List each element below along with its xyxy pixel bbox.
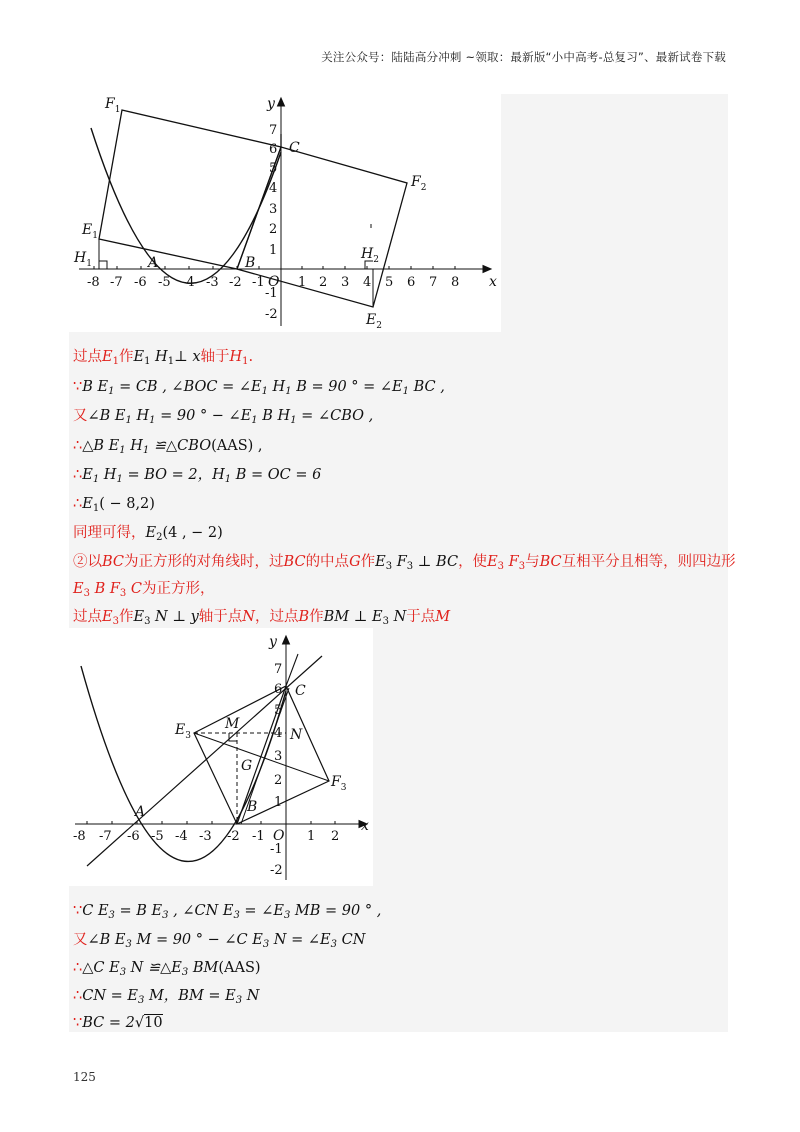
x-axis-label: x xyxy=(361,818,369,834)
x-tick-label: 1 xyxy=(298,275,307,290)
figure-2-svg xyxy=(69,628,373,886)
x-tick-label: 1 xyxy=(307,829,316,844)
c-extension xyxy=(286,654,298,686)
x-tick-label: -3 xyxy=(199,829,212,844)
page-header: 关注公众号：陆陆高分冲刺 ~领取：最新版“小中高考-总复习”、最新试卷下载 xyxy=(321,50,726,64)
y-tick-label: 7 xyxy=(269,123,278,138)
y-tick-label: 4 xyxy=(269,181,278,196)
y-axis-label: y xyxy=(269,634,277,650)
x-tick-label: -4 xyxy=(175,829,188,844)
text-line-9: $E_3$ B $F_3$ C为正方形， xyxy=(73,581,215,599)
x-tick-label: 7 xyxy=(429,275,438,290)
label-a: A xyxy=(148,255,159,271)
y-tick-label: 2 xyxy=(269,222,278,237)
y-tick-label: 5 xyxy=(269,161,278,176)
y-tick-label: 5 xyxy=(274,703,283,718)
y-tick-label: 1 xyxy=(274,795,283,810)
x-tick-label: 8 xyxy=(451,275,460,290)
label-e1: $E_1$ xyxy=(82,222,98,241)
y-tick-label: 3 xyxy=(274,749,283,764)
right-angle-h2 xyxy=(365,261,373,269)
text-line-4: ∴△B $E_1$ $H_1$ ≌△CBO(AAS) , xyxy=(73,438,263,456)
x-tick-label: -2 xyxy=(229,275,242,290)
y-tick-label: 6 xyxy=(269,142,278,157)
figure-1 xyxy=(69,94,501,332)
figure-1-svg xyxy=(69,94,501,332)
text-line-6: $\therefore E_1( - 8,2)$ xyxy=(73,496,155,514)
x-tick-label: -8 xyxy=(73,829,86,844)
text-line-12: 又∠B $E_3$ M = 90 ° − ∠C $E_3$ $N = \angle E_3$ CN xyxy=(73,932,366,950)
y-axis-arrow xyxy=(283,636,290,644)
text-line-11: ∵C $E_3 = B$ $E_3$ , ∠CN $E_3$ = $\angle E_3$ MB = 90 ° , xyxy=(73,903,382,921)
label-c: C xyxy=(295,683,306,699)
x-tick-label: -2 xyxy=(227,829,240,844)
y-tick-label: 1 xyxy=(269,243,278,258)
label-b: B xyxy=(247,799,258,815)
label-e2: $E_2$ xyxy=(366,312,382,331)
text-line-10: 过点$E_3$作$E_3$ N ⊥ y轴于点N，过点B作BM ⊥ $E_3$ N于点M xyxy=(73,609,451,627)
label-h2: $H_2$ xyxy=(361,246,379,265)
y-tick-label: -1 xyxy=(265,286,278,301)
square-e1-f1-c-b xyxy=(99,110,281,269)
origin-label: O xyxy=(273,828,285,844)
diagonal-e3-f3 xyxy=(194,733,329,781)
x-tick-label: 5 xyxy=(385,275,394,290)
label-g: G xyxy=(241,758,253,774)
label-f1: $F_1$ xyxy=(105,96,121,115)
label-f2: $F_2$ xyxy=(411,174,427,193)
text-line-1: 过点$E_1$作$E_1$ $H_1\perp$ x轴于$H_1$. xyxy=(73,349,254,367)
label-h1: $H_1$ xyxy=(74,250,92,269)
text-line-2: ∵B $E_1$ = CB , ∠BOC = $\angle E_1$ $H_1$ B = 90 ° = $\angle E_1$ BC , xyxy=(73,379,445,397)
label-e3: $E_3$ xyxy=(175,722,191,741)
y-tick-label: 2 xyxy=(274,773,283,788)
text-line-3: 又∠B $E_1$ $H_1 = 90$ ° − $\angle E_1$ B $H_1$ = ∠CBO , xyxy=(73,408,374,426)
page-number: 125 xyxy=(73,1070,96,1084)
y-tick-label: -2 xyxy=(265,307,278,322)
label-b: B xyxy=(245,255,256,271)
y-tick-label: 6 xyxy=(274,682,283,697)
label-f3: $F_3$ xyxy=(331,774,347,793)
x-tick-label: -7 xyxy=(110,275,123,290)
label-n: N xyxy=(290,727,303,743)
y-tick-label: 4 xyxy=(274,726,283,741)
label-a: A xyxy=(135,804,146,820)
x-tick-label: -1 xyxy=(252,829,265,844)
y-tick-label: -2 xyxy=(270,863,283,878)
x-tick-label: 2 xyxy=(319,275,328,290)
origin-label: O xyxy=(268,274,280,290)
y-tick-label: -1 xyxy=(270,842,283,857)
x-tick-label: -4 xyxy=(182,275,195,290)
x-axis-label: x xyxy=(489,274,497,290)
text-line-15: ∵BC = 2√10 xyxy=(73,1015,163,1031)
x-tick-label: 2 xyxy=(331,829,340,844)
x-tick-label: -3 xyxy=(206,275,219,290)
label-c: C xyxy=(289,140,300,156)
x-tick-label: -6 xyxy=(134,275,147,290)
x-tick-label: -8 xyxy=(87,275,100,290)
text-line-8: ②以BC为正方形的对角线时，过BC的中点G作$E_3$ $F_3$ ⊥ BC，使$E_3$ $F_3$与BC互相平分且相等，则四边形 xyxy=(73,554,736,572)
y-tick-label: 7 xyxy=(274,662,283,677)
y-tick-label: 3 xyxy=(269,202,278,217)
x-axis-arrow xyxy=(483,266,491,273)
x-tick-label: -6 xyxy=(127,829,140,844)
x-tick-label: -7 xyxy=(99,829,112,844)
x-tick-label: 4 xyxy=(363,275,372,290)
x-tick-label: -5 xyxy=(158,275,171,290)
text-line-14: ∴CN = $E_3$ M，BM = $E_3$ N xyxy=(73,988,260,1006)
text-line-7: 同理可得，$E_2(4$ , − 2) xyxy=(73,525,223,543)
text-line-5: $\therefore E_1$ $H_1$ = BO = 2，$H_1$ B = OC = 6 xyxy=(73,467,322,485)
x-tick-label: 6 xyxy=(407,275,416,290)
x-tick-label: 3 xyxy=(341,275,350,290)
right-angle-m xyxy=(229,733,237,741)
y-axis-arrow xyxy=(278,98,285,106)
y-axis-label: y xyxy=(267,96,275,112)
right-angle-h1 xyxy=(99,261,107,269)
label-m: M xyxy=(225,716,240,732)
figure-2 xyxy=(69,628,373,886)
text-line-13: ∴△C $E_3$ N $≌\triangle E_3$ BM(AAS) xyxy=(73,960,261,978)
x-tick-label: -1 xyxy=(252,275,265,290)
x-tick-label: -5 xyxy=(151,829,164,844)
